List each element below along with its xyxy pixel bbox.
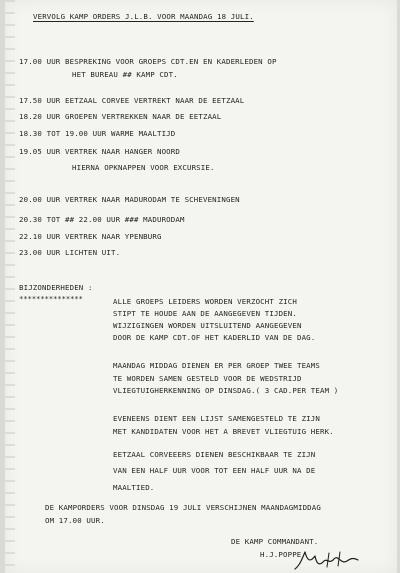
details-line: ALLE GROEPS LEIDERS WORDEN VERZOCHT ZICH bbox=[113, 297, 297, 306]
document-title: VERVOLG KAMP ORDERS J.L.B. VOOR MAANDAG 18 JULI. bbox=[33, 12, 254, 21]
details-line: WIJZIGINGEN WORDEN UITSLUITEND AANGEGEVEN bbox=[113, 321, 302, 330]
schedule-line: 18.20 UUR GROEPEN VERTREKKEN NAAR DE EETZAAL bbox=[19, 112, 222, 121]
schedule-line: HET BUREAU ## KAMP CDT. bbox=[72, 70, 178, 79]
schedule-line: 23.00 UUR LICHTEN UIT. bbox=[19, 248, 121, 257]
details-line: MAANDAG MIDDAG DIENEN ER PER GROEP TWEE TEAMS bbox=[113, 361, 320, 370]
schedule-line: 19.05 UUR VERTREK NAAR HANGER NOORD bbox=[19, 147, 180, 156]
schedule-line: 20.30 TOT ## 22.00 UUR ### MADURODAM bbox=[19, 215, 185, 224]
closing-line: DE KAMPORDERS VOOR DINSDAG 19 JULI VERSCHIJNEN MAANDAGMIDDAG bbox=[45, 503, 321, 512]
handwritten-signature bbox=[292, 547, 372, 573]
schedule-line: 17.00 UUR BESPREKING VOOR GROEPS CDT.EN EN KADERLEDEN OP bbox=[19, 57, 277, 66]
details-line: STIPT TE HOUDE AAN DE AANGEGEVEN TIJDEN. bbox=[113, 309, 297, 318]
section-heading: BIJZONDERHEDEN : bbox=[19, 283, 93, 292]
schedule-line: 22.10 UUR VERTREK NAAR YPENBURG bbox=[19, 232, 162, 241]
schedule-line: 17.50 UUR EETZAAL CORVEE VERTREKT NAAR DE EETZAAL bbox=[19, 96, 245, 105]
closing-line: OM 17.00 UUR. bbox=[45, 516, 105, 525]
schedule-line: 20.00 UUR VERTREK NAAR MADURODAM TE SCHEVENINGEN bbox=[19, 195, 240, 204]
details-line: MET KANDIDATEN VOOR HET A BREVET VLIEGTUIG HERK. bbox=[113, 427, 334, 436]
details-line: EVENEENS DIENT EEN LIJST SAMENGESTELD TE ZIJN bbox=[113, 414, 320, 423]
details-line: DOOR DE KAMP CDT.OF HET KADERLID VAN DE DAG. bbox=[113, 333, 316, 342]
document-page bbox=[5, 0, 397, 573]
schedule-line: 18.30 TOT 19.00 UUR WARME MAALTIJD bbox=[19, 129, 176, 138]
signature-name: H.J.POPPE bbox=[260, 550, 302, 559]
details-line: VLIEGTUIGHERKENNING OP DINSDAG.( 3 CAD.PER TEAM ) bbox=[113, 386, 339, 395]
schedule-line: HIERNA OPKNAPPEN VOOR EXCURSIE. bbox=[72, 163, 215, 172]
section-underline: *************** bbox=[19, 294, 83, 303]
signature-title: DE KAMP COMMANDANT. bbox=[231, 537, 319, 546]
details-line: TE WORDEN SAMEN GESTELD VOOR DE WEDSTRIJD bbox=[113, 374, 302, 383]
details-line: VAN EEN HALF UUR VOOR TOT EEN HALF UUR NA DE bbox=[113, 466, 316, 475]
paper-edge bbox=[5, 0, 15, 573]
details-line: EETZAAL CORVEEERS DIENEN BESCHIKBAAR TE ZIJN bbox=[113, 450, 316, 459]
details-line: MAALTIED. bbox=[113, 483, 155, 492]
